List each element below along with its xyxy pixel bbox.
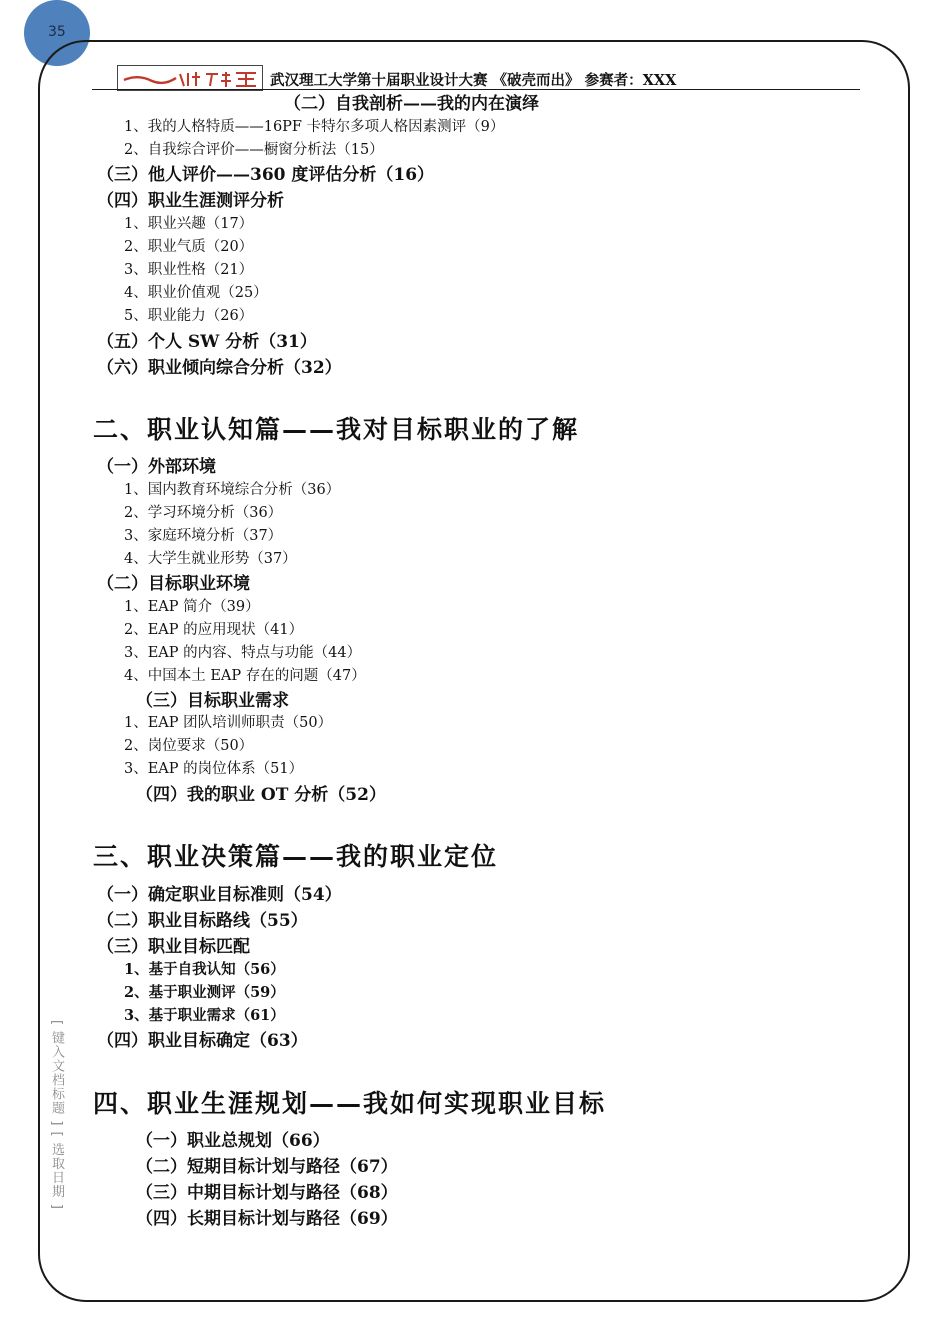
page-number: 35 [48,24,66,40]
toc-section: （四）长期目标计划与路径（69） [136,1209,398,1229]
toc-section: （六）职业倾向综合分析（32） [97,358,342,378]
toc-section: （一）外部环境 [97,457,216,477]
toc-item: 3、基于职业需求（61） [124,1007,285,1024]
header-title: 武汉理工大学第十届职业设计大赛 《破壳而出》 参赛者：XXX [270,72,677,89]
toc-item: 2、基于职业测评（59） [124,984,285,1001]
toc-item: 3、家庭环境分析（37） [124,528,283,544]
logo-calligraphy-icon [118,66,263,91]
toc-section: （一）职业总规划（66） [136,1131,330,1151]
toc-section: （三）目标职业需求 [136,691,289,711]
toc-item: 4、大学生就业形势（37） [124,551,297,567]
toc-section: （五）个人 SW 分析（31） [97,332,317,352]
toc-section: （二）短期目标计划与路径（67） [136,1157,398,1177]
toc-item: 1、我的人格特质——16PF 卡特尔多项人格因素测评（9） [124,119,505,135]
toc-item: 2、EAP 的应用现状（41） [124,622,304,638]
toc-item: 1、EAP 简介（39） [124,599,260,615]
toc-section: （二）自我剖析——我的内在演绎 [284,94,539,114]
toc-item: 1、国内教育环境综合分析（36） [124,482,341,498]
toc-section: （二）职业目标路线（55） [97,911,308,931]
toc-item: 1、职业兴趣（17） [124,216,254,232]
chapter-heading: 四、职业生涯规划——我如何实现职业目标 [93,1089,607,1118]
toc-section: （四）职业目标确定（63） [97,1031,308,1051]
chapter-heading: 二、职业认知篇——我对目标职业的了解 [93,415,580,444]
toc-item: 3、EAP 的内容、特点与功能（44） [124,645,362,661]
toc-section: （三）中期目标计划与路径（68） [136,1183,398,1203]
toc-section: （四）职业生涯测评分析 [97,191,284,211]
toc-item: 4、中国本土 EAP 存在的问题（47） [124,668,366,684]
chapter-heading: 三、职业决策篇——我的职业定位 [93,842,499,871]
toc-item: 2、岗位要求（50） [124,738,254,754]
toc-item: 2、自我综合评价——橱窗分析法（15） [124,142,384,158]
toc-item: 3、EAP 的岗位体系（51） [124,761,304,777]
side-placeholder-text: [ 键入文档标题 ] [ 选取日期 ] [49,1020,64,1210]
toc-item: 3、职业性格（21） [124,262,254,278]
toc-item: 5、职业能力（26） [124,308,254,324]
toc-section: （二）目标职业环境 [97,574,250,594]
toc-item: 1、基于自我认知（56） [124,961,285,978]
toc-section: （三）他人评价——360 度评估分析（16） [97,165,435,185]
toc-item: 1、EAP 团队培训师职责（50） [124,715,333,731]
toc-item: 4、职业价值观（25） [124,285,268,301]
university-logo [117,65,263,91]
toc-section: （三）职业目标匹配 [97,937,250,957]
toc-item: 2、职业气质（20） [124,239,254,255]
toc-item: 2、学习环境分析（36） [124,505,283,521]
toc-section: （四）我的职业 OT 分析（52） [136,785,386,805]
toc-section: （一）确定职业目标准则（54） [97,885,342,905]
